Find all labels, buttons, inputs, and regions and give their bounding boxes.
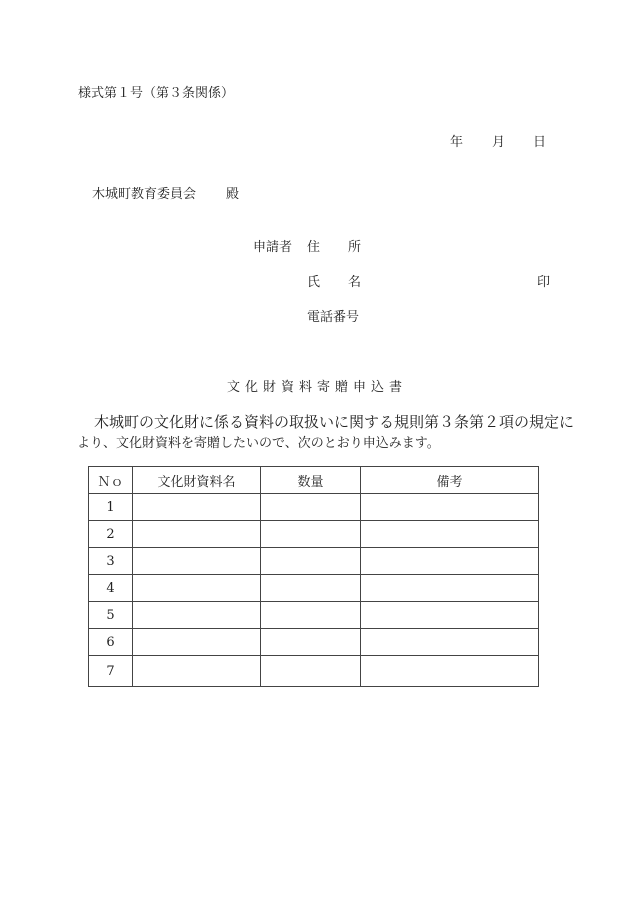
table-header-row <box>89 467 539 494</box>
quantity-cell[interactable] <box>261 575 361 602</box>
item-name-cell[interactable] <box>133 494 261 521</box>
row-number: 4 <box>89 575 133 602</box>
item-name-cell[interactable] <box>133 548 261 575</box>
quantity-cell[interactable] <box>261 494 361 521</box>
item-name-cell[interactable] <box>133 656 261 687</box>
item-name-cell[interactable] <box>133 629 261 656</box>
row-number: 7 <box>89 656 133 687</box>
body-text-line-2: より、文化財資料を寄贈したいので、次のとおり申込みます。 <box>77 436 440 451</box>
addressee-name: 木城町教育委員会 <box>92 187 197 202</box>
document-title: 文化財資料寄贈申込書 <box>227 380 408 395</box>
item-name-cell[interactable] <box>133 575 261 602</box>
quantity-cell[interactable] <box>261 521 361 548</box>
table-row <box>89 575 539 602</box>
table-row <box>89 521 539 548</box>
row-number: 6 <box>89 629 133 656</box>
quantity-cell[interactable] <box>261 548 361 575</box>
remarks-cell[interactable] <box>361 521 539 548</box>
row-number: 2 <box>89 521 133 548</box>
table-row <box>89 656 539 687</box>
remarks-cell[interactable] <box>361 575 539 602</box>
quantity-cell[interactable] <box>261 602 361 629</box>
table-row <box>89 602 539 629</box>
items-table <box>88 466 539 687</box>
name-label-1: 氏 <box>307 275 321 290</box>
header-no: Ｎｏ <box>89 467 133 494</box>
row-number: 3 <box>89 548 133 575</box>
seal-label: 印 <box>537 275 551 290</box>
date-month-label: 月 <box>492 135 506 150</box>
remarks-cell[interactable] <box>361 656 539 687</box>
body-text-line-1: 木城町の文化財に係る資料の取扱いに関する規則第３条第２項の規定に <box>94 413 575 431</box>
table-row <box>89 494 539 521</box>
header-item-name: 文化財資料名 <box>133 467 261 494</box>
form-number: 様式第１号（第３条関係） <box>78 86 235 101</box>
remarks-cell[interactable] <box>361 548 539 575</box>
address-label-2: 所 <box>348 240 362 255</box>
quantity-cell[interactable] <box>261 629 361 656</box>
applicant-label: 申請者 <box>253 240 293 255</box>
date-year-label: 年 <box>450 135 464 150</box>
remarks-cell[interactable] <box>361 494 539 521</box>
table-row <box>89 548 539 575</box>
name-label-2: 名 <box>348 275 362 290</box>
row-number: 5 <box>89 602 133 629</box>
addressee-suffix: 殿 <box>226 187 240 202</box>
remarks-cell[interactable] <box>361 602 539 629</box>
address-label-1: 住 <box>307 240 321 255</box>
table-row <box>89 629 539 656</box>
remarks-cell[interactable] <box>361 629 539 656</box>
header-remarks: 備考 <box>361 467 539 494</box>
item-name-cell[interactable] <box>133 521 261 548</box>
date-day-label: 日 <box>533 135 547 150</box>
phone-label: 電話番号 <box>307 310 360 325</box>
item-name-cell[interactable] <box>133 602 261 629</box>
row-number: 1 <box>89 494 133 521</box>
quantity-cell[interactable] <box>261 656 361 687</box>
header-quantity: 数量 <box>261 467 361 494</box>
